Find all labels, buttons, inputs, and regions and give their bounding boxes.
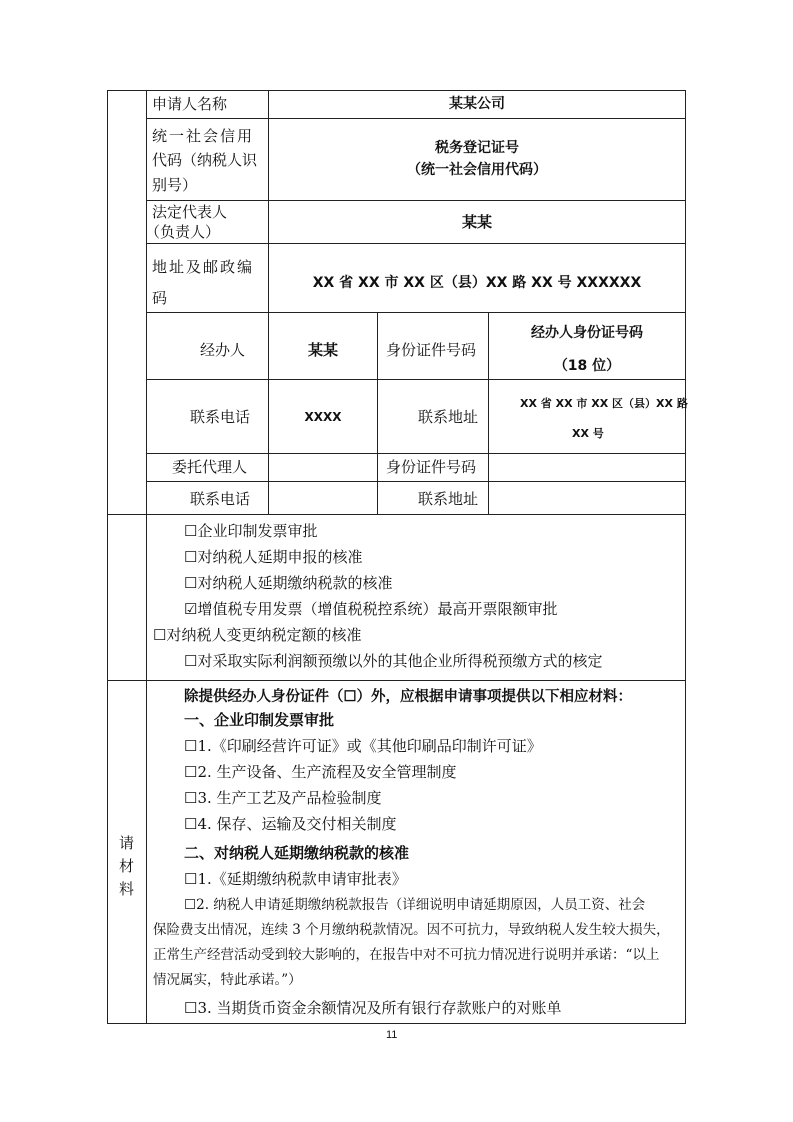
legal-rep-value: 某某 [461, 213, 492, 231]
item-income-tax-prepay: ☐对采取实际利润额预缴以外的其他企业所得税预缴方式的核定 [184, 652, 603, 670]
section-2-item-2-line1: ☐2. 纳税人申请延期缴纳税款报告（详细说明申请延期原因，人员工资、社会 [184, 897, 646, 913]
credit-code-value-line1: 税务登记证号 [435, 140, 519, 156]
proxy-contact-addr-label: 联系地址 [418, 490, 479, 508]
row-line [146, 481, 686, 482]
table-border-top [107, 90, 686, 91]
section-2-item-3: ☐3. 当期货币资金余额情况及所有银行存款账户的对账单 [184, 999, 562, 1017]
item-deferred-payment: ☐对纳税人延期缴纳税款的核准 [184, 574, 393, 592]
section-2-item-2-line4: 情况属实，特此承诺。”） [153, 972, 302, 988]
section-2-item-1: ☐1.《延期缴纳税款申请审批表》 [184, 870, 407, 888]
agent-contact-addr-label: 联系地址 [418, 408, 479, 426]
section-1-item-2: ☐2. 生产设备、生产流程及安全管理制度 [184, 763, 457, 781]
agent-contact-addr-line1: XX 省 XX 市 XX 区（县）XX 路 [520, 397, 688, 410]
materials-side-label-1: 请 [119, 834, 135, 852]
section-2-title: 二、对纳税人延期缴纳税款的核准 [184, 844, 410, 862]
materials-side-label-2: 材 [119, 857, 135, 875]
credit-code-label-line1: 统一社会信用 [152, 127, 255, 145]
proxy-label: 委托代理人 [172, 458, 248, 476]
agent-phone-value: XXXX [304, 410, 342, 424]
item-change-quota: ☐对纳税人变更纳税定额的核准 [153, 626, 362, 644]
table-border-bottom [107, 1023, 686, 1024]
item-deferred-filing: ☐对纳税人延期申报的核准 [184, 548, 363, 566]
agent-id-value-line2: （18 位） [553, 358, 621, 374]
section-line [107, 680, 686, 681]
section-2-item-2-line3: 正常生产经营活动受到较大影响的，在报告中对不可抗力情况进行说明并承诺：“以上 [153, 947, 660, 963]
applicant-name-label: 申请人名称 [152, 95, 228, 113]
section-1-item-3: ☐3. 生产工艺及产品检验制度 [184, 789, 382, 807]
section-2-item-2-line2: 保险费支出情况，连续 3 个月缴纳税款情况。因不可抗力，导致纳税人发生较大损失， [153, 922, 670, 938]
materials-intro: 除提供经办人身份证件（☐）外，应根据申请事项提供以下相应材料： [184, 688, 632, 705]
credit-code-value-line2: （统一社会信用代码） [407, 162, 547, 178]
agent-contact-addr-line2: XX 号 [572, 427, 604, 440]
row-line [146, 312, 686, 313]
row-line [146, 118, 686, 119]
section-1-title: 一、企业印制发票审批 [184, 711, 335, 729]
materials-side-label-3: 料 [119, 880, 135, 898]
section-1-item-1: ☐1.《印刷经营许可证》或《其他印刷品印制许可证》 [184, 737, 542, 755]
agent-phone-label: 联系电话 [190, 408, 251, 426]
item-vat-invoice-limit: ☑增值税专用发票（增值税税控系统）最高开票限额审批 [184, 600, 558, 618]
page-number: 11 [386, 1029, 398, 1041]
credit-code-label-line2: 代码（纳税人识 [152, 151, 258, 169]
agent-label: 经办人 [200, 341, 246, 359]
address-value: XX 省 XX 市 XX 区（县）XX 路 XX 号 XXXXXX [312, 275, 642, 291]
credit-code-label-line3: 别号） [152, 176, 198, 194]
table-border-left [107, 90, 108, 1024]
address-label-line1: 地址及邮政编 [152, 258, 255, 276]
proxy-id-label: 身份证件号码 [386, 458, 477, 476]
address-label-line2: 码 [152, 289, 168, 307]
proxy-phone-label: 联系电话 [190, 490, 251, 508]
row-line [146, 379, 686, 380]
legal-rep-label-line2: （负责人） [145, 223, 221, 241]
row-line [146, 243, 686, 244]
section-line [107, 514, 686, 515]
legal-rep-label-line1: 法定代表人 [152, 203, 228, 221]
item-printing-invoice: ☐企业印制发票审批 [184, 522, 318, 540]
section-1-item-4: ☐4. 保存、运输及交付相关制度 [184, 815, 397, 833]
row-line [146, 453, 686, 454]
agent-id-value-line1: 经办人身份证号码 [531, 325, 643, 341]
applicant-name-value: 某某公司 [449, 96, 505, 112]
agent-name: 某某 [307, 341, 338, 359]
agent-id-label: 身份证件号码 [386, 341, 477, 359]
